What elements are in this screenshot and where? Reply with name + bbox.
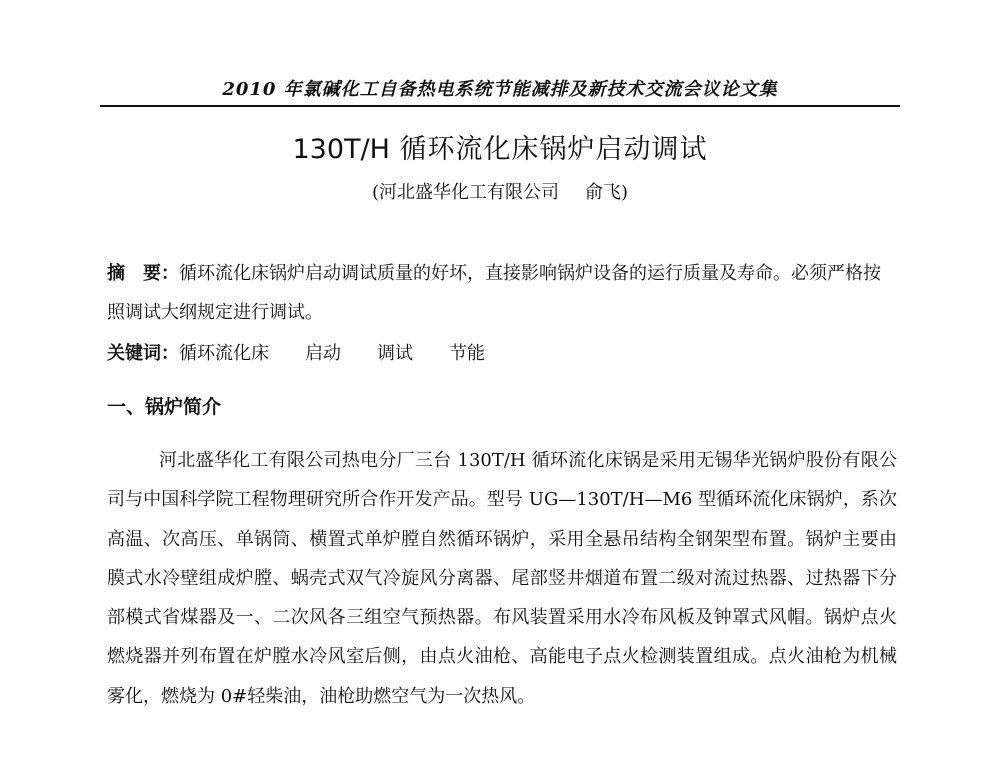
keyword-item: 调试 <box>377 343 413 364</box>
keyword-item: 启动 <box>305 343 341 364</box>
author-name: 俞飞) <box>585 182 629 203</box>
keyword-item: 节能 <box>449 343 485 364</box>
paper-title <box>100 127 900 166</box>
keyword-item: 循环流化床 <box>179 343 269 364</box>
author-affiliation <box>100 178 900 204</box>
header-rule <box>100 105 900 107</box>
paper-title-capacity: 130T/H <box>292 134 390 165</box>
section-paragraph: 河北盛华化工有限公司热电分厂三台 130T/H 循环流化床锅是采用无锡华光锅炉股份有限公司与中国科学院工程物理研究所合作开发产品。型号 UG—130T/H—M6 型循环流化床锅炉，系次高温、次高压、单锅筒、横置式单炉膛自然循环锅炉，采用全悬吊结构全钢架型布置。锅炉主要由膜式水冷壁组成炉膛、蜗壳式双气冷旋风分离器、尾部竖井烟道布置二级对流过热器、过热器下分部模式省煤器及一、二次风各三组空气预热器。布风装置采用水冷布风板及钟罩式风帽。锅炉点火燃烧器并列布置在炉膛水冷风室后侧，由点火油枪、高能电子点火检测装置组成。点火油枪为机械雾化，燃烧为 0#轻柴油，油枪助燃空气为一次热风。 <box>107 450 897 707</box>
abstract <box>107 254 897 332</box>
running-header: 2010 年氯碱化工自备热电系统节能减排及新技术交流会议论文集 <box>222 79 778 100</box>
abstract-text: 循环流化床锅炉启动调试质量的好坏，直接影响锅炉设备的运行质量及寿命。必须严格按照调试大纲规定进行调试。 <box>107 263 881 323</box>
paper-title-text: 循环流化床锅炉启动调试 <box>399 134 708 165</box>
keywords-label: 关键词： <box>107 343 179 364</box>
section-heading: 一、锅炉简介 <box>107 396 222 418</box>
keywords <box>107 339 897 369</box>
abstract-label: 摘 要： <box>107 263 179 284</box>
organization-name: (河北盛华化工有限公司 <box>371 182 559 203</box>
